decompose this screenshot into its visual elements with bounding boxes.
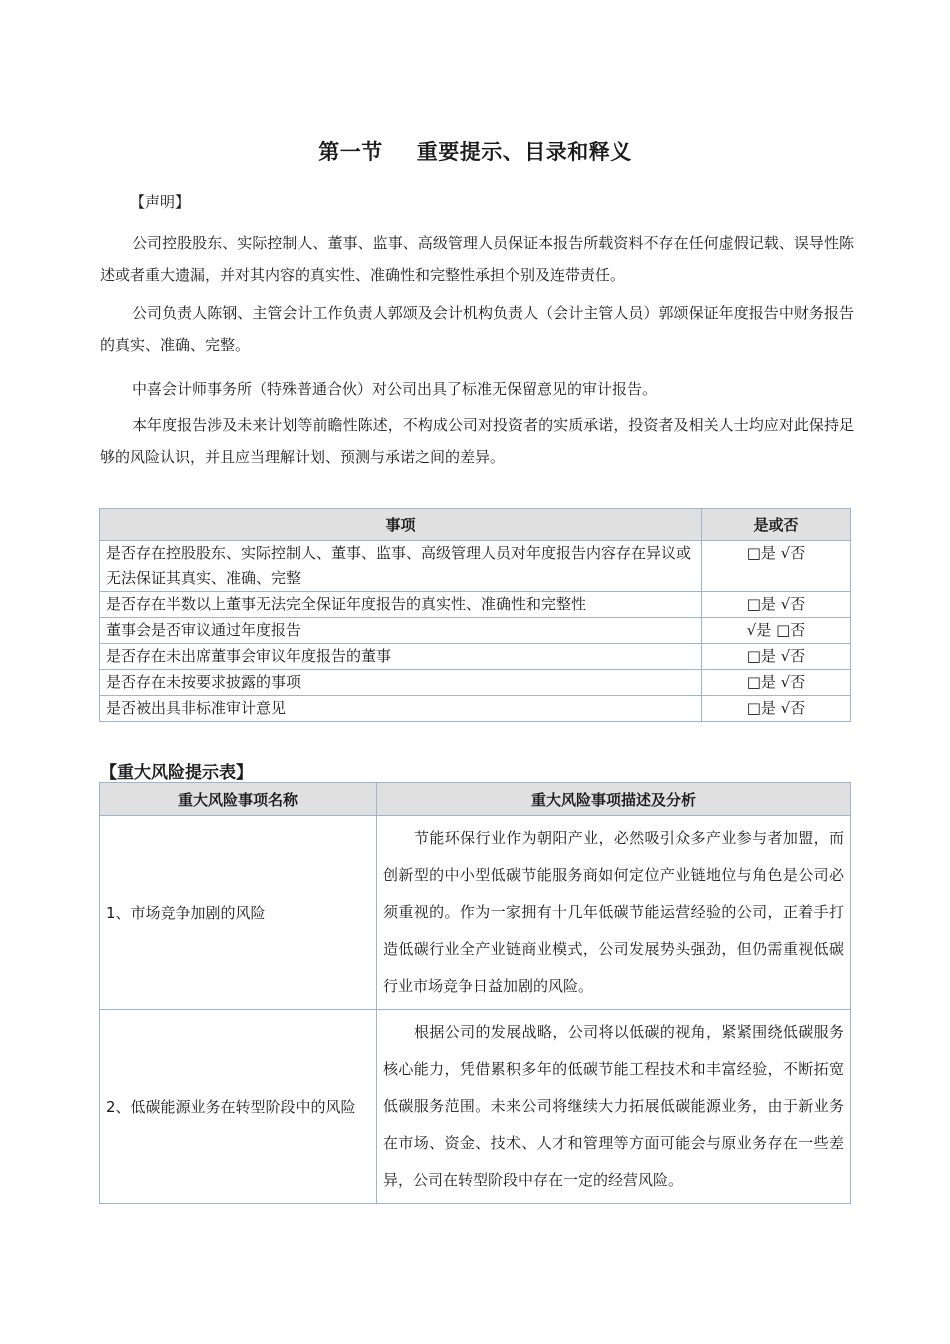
table-row (100, 696, 851, 722)
matter-answer: □是 √否 (702, 541, 851, 592)
risk-name: 2、低碳能源业务在转型阶段中的风险 (100, 1010, 377, 1204)
matter-answer: □是 √否 (702, 644, 851, 670)
header-risk-desc: 重大风险事项描述及分析 (377, 783, 851, 816)
matter-item: 是否存在未按要求披露的事项 (100, 670, 702, 696)
declaration-heading: 【声明】 (130, 193, 191, 211)
risk-heading: 【重大风险提示表】 (100, 763, 253, 783)
risk-name: 1、市场竞争加剧的风险 (100, 816, 377, 1010)
matters-table (99, 508, 851, 722)
table-row (100, 816, 851, 1010)
matter-item: 是否存在未出席董事会审议年度报告的董事 (100, 644, 702, 670)
paragraph-responsible: 公司负责人陈钢、主管会计工作负责人郭颂及会计机构负责人（会计主管人员）郭颂保证年度报告中财务报告的真实、准确、完整。 (100, 304, 854, 354)
header-matter: 事项 (100, 509, 702, 541)
table-row (100, 592, 851, 618)
section-number: 第一节 (318, 140, 383, 164)
table-row (100, 1010, 851, 1204)
risk-description: 节能环保行业作为朝阳产业，必然吸引众多产业参与者加盟，而创新型的中小型低碳节能服务商如何定位产业链地位与角色是公司必须重视的。作为一家拥有十几年低碳节能运营经验的公司，正着手打造低碳行业全产业链商业模式，公司发展势头强劲，但仍需重视低碳行业市场竞争日益加剧的风险。 (377, 816, 851, 1010)
matter-answer: □是 √否 (702, 670, 851, 696)
matter-answer: √是 □否 (702, 618, 851, 644)
paragraph-guarantee: 公司控股股东、实际控制人、董事、监事、高级管理人员保证本报告所载资料不存在任何虚假记载、误导性陈述或者重大遗漏，并对其内容的真实性、准确性和完整性承担个别及连带责任。 (100, 234, 854, 284)
table-row (100, 618, 851, 644)
matter-item: 是否存在半数以上董事无法完全保证年度报告的真实性、准确性和完整性 (100, 592, 702, 618)
table-row (100, 541, 851, 592)
header-yes-no: 是或否 (702, 509, 851, 541)
matter-item: 董事会是否审议通过年度报告 (100, 618, 702, 644)
paragraph-forward-looking: 本年度报告涉及未来计划等前瞻性陈述，不构成公司对投资者的实质承诺，投资者及相关人士均应对此保持足够的风险认识，并且应当理解计划、预测与承诺之间的差异。 (100, 416, 854, 466)
page-title (0, 136, 950, 166)
matter-answer: □是 √否 (702, 696, 851, 722)
table-header-row (100, 509, 851, 541)
matter-item: 是否被出具非标准审计意见 (100, 696, 702, 722)
header-risk-name: 重大风险事项名称 (100, 783, 377, 816)
matter-item: 是否存在控股股东、实际控制人、董事、监事、高级管理人员对年度报告内容存在异议或无法保证其真实、准确、完整 (100, 541, 702, 592)
risk-table (99, 782, 851, 1204)
matter-answer: □是 √否 (702, 592, 851, 618)
paragraph-auditor: 中喜会计师事务所（特殊普通合伙）对公司出具了标准无保留意见的审计报告。 (132, 380, 658, 398)
risk-description: 根据公司的发展战略，公司将以低碳的视角，紧紧围绕低碳服务核心能力，凭借累积多年的低碳节能工程技术和丰富经验，不断拓宽低碳服务范围。未来公司将继续大力拓展低碳能源业务，由于新业务在市场、资金、技术、人才和管理等方面可能会与原业务存在一些差异，公司在转型阶段中存在一定的经营风险。 (377, 1010, 851, 1204)
table-header-row (100, 783, 851, 816)
table-row (100, 644, 851, 670)
section-title: 重要提示、目录和释义 (416, 140, 632, 164)
table-row (100, 670, 851, 696)
